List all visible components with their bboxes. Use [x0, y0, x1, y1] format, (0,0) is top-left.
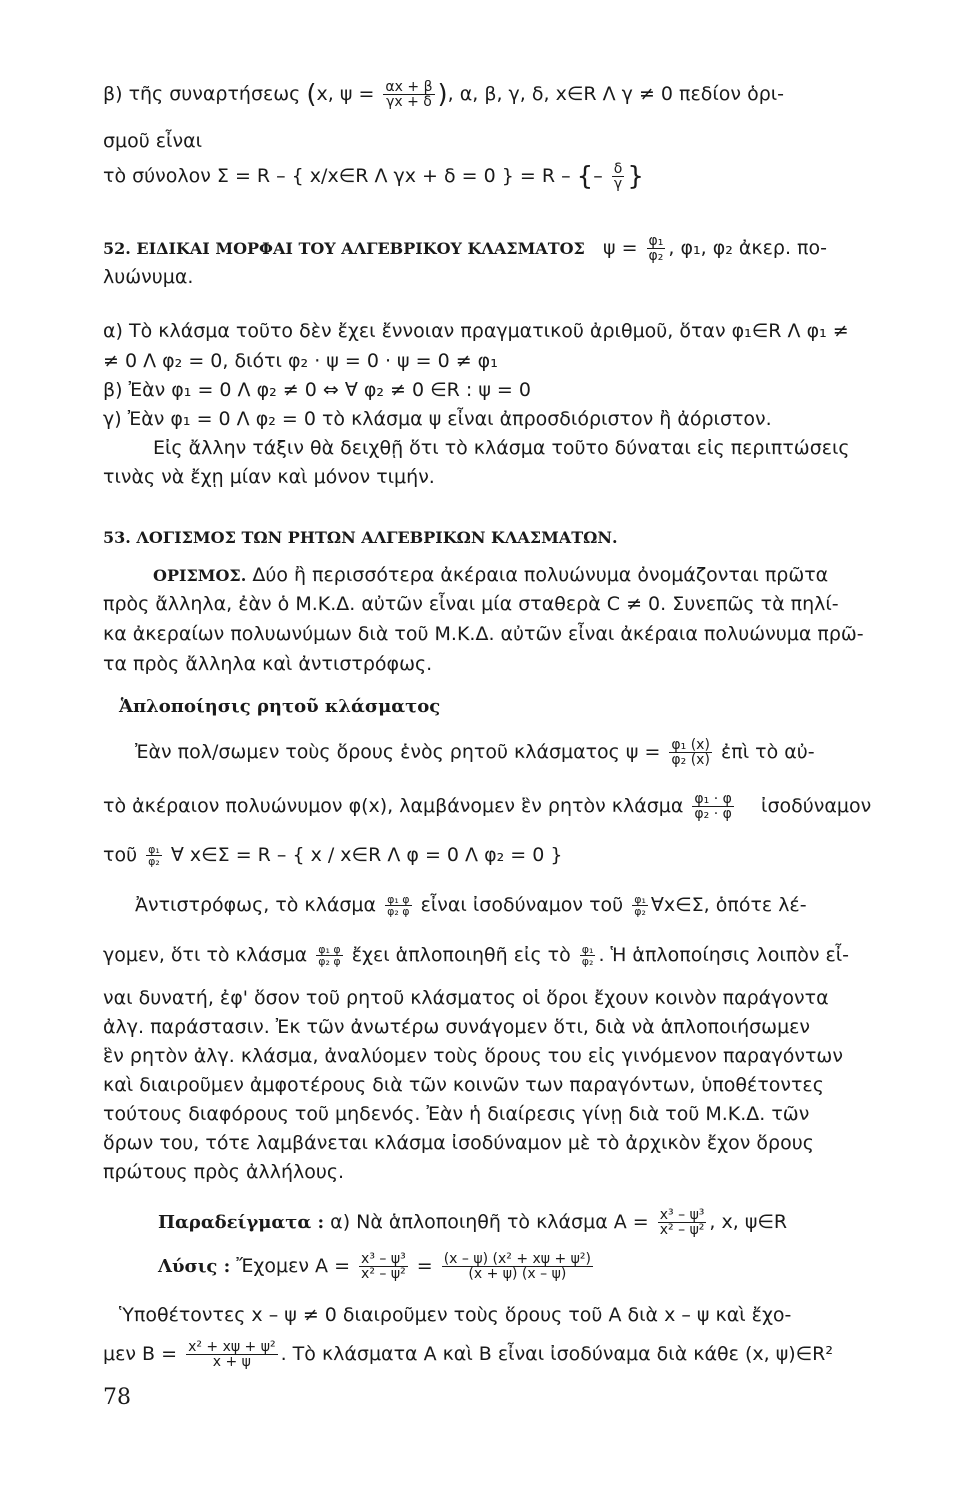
line-alpha: α) Τὸ κλάσμα τοῦτο δὲν ἔχει ἔννοιαν πραγματικοῦ ἀριθμοῦ, ὅταν φ₁∈R Λ φ₁ ≠ [103, 320, 849, 342]
section-53-heading: 53. ΛΟΓΙΣΜΟΣ ΤΩΝ ΡΗΤΩΝ ΑΛΓΕΒΡΙΚΩΝ ΚΛΑΣΜΑΤΩΝ. [103, 528, 618, 547]
line-formula: μεν Β = $\frac{\text{x² + xψ + ψ²}}{x + \psi}$ . Τὸ κλάσματα Α καὶ Β εἶναι ἰσοδύναμα διὰ κάθε (x, ψ)∈R² [103, 1339, 834, 1370]
page-number: 78 [103, 1385, 131, 1410]
line-formula: γομεν, ὅτι τὸ κλάσμα $\frac{\text{φ₁ φ}}{\text{φ₂ φ}}$ ἔχει ἁπλοποιηθῆ εἰς τὸ $\frac{\text{φ₁}}{\text{φ₂}}$ . Ἡ ἁπλοποίησις λοιπὸν εἶ- [103, 943, 850, 968]
solution-line: Λύσις : Ἔχομεν Α = $\frac{\text{x³ – ψ³}}{\text{x² – ψ²}}$ = $\frac{\text{(x – ψ) (x² + xψ + ψ²)}}{(x + \psi) (x - \psi)}$ [158, 1251, 591, 1282]
fraction: $\frac{\text{φ₁}}{\text{φ₂}}$ [648, 233, 664, 264]
line: ὅρων του, τότε λαμβάνεται κλάσμα ἰσοδύναμον μὲ τὸ ἀρχικὸν ἔχον ὅρους [103, 1132, 814, 1154]
text: x, ψ = [316, 83, 375, 105]
line: πρὸς ἄλληλα, ἐὰν ὁ Μ.Κ.Δ. αὐτῶν εἶναι μία σταθερὰ C ≠ 0. Συνεπῶς τὰ πηλί- [103, 593, 839, 615]
brace-close: } [627, 161, 644, 192]
line: Εἰς ἄλλην τάξιν θὰ δειχθῇ ὅτι τὸ κλάσμα τοῦτο δύναται εἰς περιπτώσεις [153, 437, 850, 459]
line: ναι δυνατή, ἐφ' ὅσον τοῦ ρητοῦ κλάσματος οἱ ὅροι ἔχουν κοινὸν παράγοντα [103, 987, 829, 1009]
line-formula: Ἀντιστρόφως, τὸ κλάσμα $\frac{\text{φ₁ φ}}{\text{φ₂ φ}}$ εἶναι ἰσοδύναμον τοῦ $\frac{\text{φ₁}}{\text{φ₂}}$ ∀x∈Σ, ὁπότε λέ- [135, 893, 807, 918]
text: β) τῆς συναρτήσεως [103, 83, 301, 105]
section-52-heading: 52. ΕΙΔΙΚΑΙ ΜΟΡΦΑΙ ΤΟΥ ΑΛΓΕΒΡΙΚΟΥ ΚΛΑΣΜΑΤΟΣ ψ = $\frac{\text{φ₁}}{\text{φ₂}}$ , φ₁, φ₂ ἀκερ. πο- [103, 233, 827, 264]
fraction: $\frac{\text{φ₁}}{\text{φ₂}}$ [581, 943, 594, 968]
line: τούτους διαφόρους τοῦ μηδενός. Ἐὰν ἡ διαίρεσις γίνῃ διὰ τοῦ Μ.Κ.Δ. τῶν [103, 1103, 810, 1125]
line: ἓν ρητὸν ἀλγ. κλάσμα, ἀναλύομεν τοὺς ὅρους του εἰς γινόμενον παραγόντων [103, 1045, 843, 1067]
line-formula: τοῦ $\frac{\text{φ₁}}{\text{φ₂}}$ ∀ x∈Σ = R – { x / x∈R Λ φ = 0 Λ φ₂ = 0 } [103, 843, 563, 868]
fraction: $\frac{\text{φ₁}}{\text{φ₂}}$ [148, 843, 160, 868]
paren-open: ( [306, 79, 317, 110]
line: κα ἀκεραίων πολυωνύμων διὰ τοῦ Μ.Κ.Δ. αὐτῶν εἶναι ἀκέραια πολυώνυμα πρῶ- [103, 623, 864, 645]
fraction: $\frac{\text{x³ – ψ³}}{\text{x² – ψ²}}$ [361, 1251, 406, 1282]
line-gamma: γ) Ἐὰν φ₁ = 0 Λ φ₂ = 0 τὸ κλάσμα ψ εἶναι ἀπροσδιόριστον ἢ ἀόριστον. [103, 408, 772, 430]
line: Ὑποθέτοντες x – ψ ≠ 0 διαιροῦμεν τοὺς ὅρους τοῦ Α διὰ x – ψ καὶ ἔχο- [119, 1304, 792, 1326]
fraction: $\frac{\text{x² + xψ + ψ²}}{x + \psi}$ [188, 1339, 276, 1370]
line-beta-function [103, 80, 945, 109]
line: λυώνυμα. [103, 266, 194, 288]
subheading: Ἁπλοποίησις ρητοῦ κλάσματος [119, 696, 441, 717]
definition-line: ΟΡΙΣΜΟΣ. Δύο ἢ περισσότερα ἀκέραια πολυώνυμα ὀνομάζονται πρῶτα [153, 564, 829, 586]
line: ἀλγ. παράστασιν. Ἐκ τῶν ἀνωτέρω συνάγομεν ὅτι, διὰ νὰ ἁπλοποιήσωμεν [103, 1016, 811, 1038]
example-line: Παραδείγματα : α) Νὰ ἁπλοποιηθῆ τὸ κλάσμα Α = $\frac{\text{x³ – ψ³}}{\text{x² – ψ²}}$ , x, ψ∈R [158, 1207, 788, 1238]
fraction: $\frac{\text{x³ – ψ³}}{\text{x² – ψ²}}$ [659, 1207, 705, 1238]
brace-open: { [576, 161, 594, 192]
paren-close: ) [437, 79, 448, 110]
line-formula: Ἐὰν πολ/σωμεν τοὺς ὅρους ἑνὸς ρητοῦ κλάσματος ψ = $\frac{\text{φ₁ (x)}}{\text{φ₂ (x)}}$ ἐπὶ τὸ αὐ- [135, 737, 815, 768]
line: τινὰς νὰ ἔχῃ μίαν καὶ μόνον τιμήν. [103, 466, 435, 488]
line: καὶ διαιροῦμεν ἀμφοτέρους διὰ τῶν κοινῶν των παραγόντων, ὑποθέτοντες [103, 1074, 824, 1096]
fraction: $\frac{\text{φ₁}}{\text{φ₂}}$ [634, 893, 646, 918]
fraction: $\frac{\text{φ₁ φ}}{\text{φ₂ φ}}$ [387, 893, 410, 918]
line-formula: τὸ ἀκέραιον πολυώνυμον φ(x), λαμβάνομεν ἓν ρητὸν κλάσμα $\frac{\text{φ₁ · φ}}{\text{φ₂ · φ}}$ ἰσοδύναμον [103, 791, 872, 822]
text: , α, β, γ, δ, x∈R Λ γ ≠ 0 πεδίον ὁρι- [447, 83, 785, 105]
fraction: $\frac{\text{φ₁ · φ}}{\text{φ₂ · φ}}$ [694, 791, 732, 822]
fraction: $\frac{\alpha x + \beta}{\gamma x + \delta}$ [385, 79, 433, 110]
fraction: $\frac{\text{φ₁ (x)}}{\text{φ₂ (x)}}$ [671, 737, 710, 768]
line: πρώτους πρὸς ἀλλήλους. [103, 1161, 345, 1183]
line-beta: β) Ἐὰν φ₁ = 0 Λ φ₂ ≠ 0 ⇔ ∀ φ₂ ≠ 0 ∈R : ψ = 0 [103, 379, 531, 401]
fraction: $\frac{\text{φ₁ φ}}{\text{φ₂ φ}}$ [318, 943, 341, 968]
fraction: $\frac{\delta}{\gamma}$ [613, 161, 623, 192]
fraction: $\frac{\text{(x – ψ) (x² + xψ + ψ²)}}{(x + \psi) (x - \psi)}$ [443, 1251, 591, 1282]
line: ≠ 0 Λ φ₂ = 0, διότι φ₂ · ψ = 0 · ψ = 0 ≠ φ₁ [103, 350, 498, 372]
line: τα πρὸς ἄλληλα καὶ ἀντιστρόφως. [103, 653, 433, 675]
line: σμοῦ εἶναι [103, 130, 203, 152]
line-set-sigma: τὸ σύνολον Σ = R – { x/x∈R Λ γx + δ = 0 } = R – {– $\frac{\delta}{\gamma}$ } [103, 161, 644, 192]
